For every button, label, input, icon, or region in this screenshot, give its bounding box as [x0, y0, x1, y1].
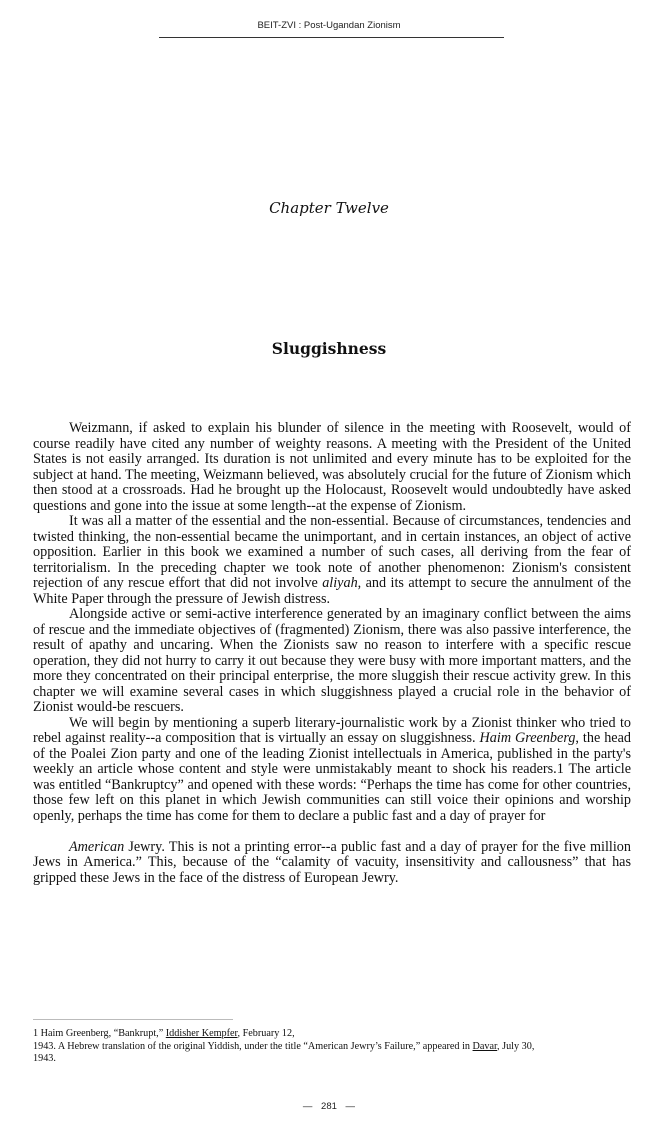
paragraph-2-text-b: , and its attempt to secure the annulment of the White Paper through the pressure of Jewish distress.	[33, 575, 631, 607]
chapter-body	[33, 421, 631, 886]
footnote-text: 1943. A Hebrew translation of the original Yiddish, under the title “American Jewry’s Failure,” appeared in	[33, 1040, 473, 1052]
paragraph-5	[33, 840, 631, 887]
paragraph-2-text-a: It was all a matter of the essential and the non-essential. Because of circumstances, tendencies and twisted thinking, the non-essential became the unimportant, and in certain instances, an object of active opposition. Earlier in this book we examined a number of such cases, all deriving from the fear of territorialism. In the preceding chapter we took note of another phenomenon: Zionism's consistent rejection of any rescue effort that did not involve	[33, 513, 631, 591]
italic-name-haim-greenberg: Haim Greenberg	[479, 730, 576, 746]
italic-word-american: American	[69, 838, 125, 855]
paragraph-4	[33, 716, 631, 825]
paragraph-4-text-a: We will begin by mentioning a superb literary-journalistic work by a Zionist thinker who tried to rebel against reality--a composition that is virtually an essay on sluggishness.	[33, 714, 631, 746]
page-number: — 281 —	[302, 1101, 356, 1112]
footnote-line-3: 1943.	[33, 1053, 56, 1064]
italic-term-aliyah: aliyah	[322, 575, 358, 591]
chapter-label: Chapter Twelve	[269, 199, 389, 217]
paragraph-2	[33, 514, 631, 607]
paragraph-5-text: Jewry. This is not a printing error--a public fast and a day of prayer for the five million Jews in America.” This, because of the “calamity of vacuity, insensitivity and callousness” that has gripped these Jews in the face of the distress of European Jewry.	[33, 838, 631, 886]
footnote-source-iddisher-kempfer: Iddisher Kempfer	[165, 1028, 238, 1039]
footnote-source-davar: Davar	[472, 1040, 498, 1052]
paragraph-1: Weizmann, if asked to explain his blunder of silence in the meeting with Roosevelt, would of course readily have cited any number of weighty reasons. A meeting with the President of the United States is not easily arranged. Its duration is not unlimited and every minute has to be exploited for the subject at hand. The meeting, Weizmann believed, was absolutely crucial for the future of Zionism which then stood at a crossroads. Had he brought up the Holocaust, Roosevelt would undoubtedly have asked questions and gone into the issue at some length--at the expense of Zionism.	[33, 420, 631, 514]
footnote-text: , July 30,	[497, 1040, 535, 1052]
footnote-number: 1	[33, 1028, 39, 1039]
chapter-title: Sluggishness	[271, 339, 387, 358]
footnote-text: Haim Greenberg, “Bankrupt,”	[38, 1028, 166, 1039]
footnote-separator	[33, 1019, 233, 1020]
paragraph-4-text-b: , the head of the Poalei Zion party and one of the leading Zionist intellectuals in America, published in the party's weekly an article whose content and style were unmistakably meant to shock his readers.1 The article was entitled “Bankruptcy” and opened with these words: “Perhaps the time has come for other countries, those few left on this planet in which Jewish communities can still voice their opinions and worship openly, perhaps the time has come for them to declare a public fast and a day of prayer for	[33, 730, 631, 824]
footnote-line-2	[33, 1041, 633, 1054]
running-header: BEIT-ZVI : Post-Ugandan Zionism	[257, 20, 401, 31]
footnote-line-1	[33, 1028, 633, 1041]
paragraph-3: Alongside active or semi-active interference generated by an imaginary conflict between the aims of rescue and the immediate objectives of (fragmented) Zionism, there was also passive interference, the result of apathy and uncaring. When the Zionists saw no reason to interfere with a specific rescue operation, they did not hurry to carry it out because they were busy with more important matters, and the more they concentrated on their principal enterprise, the more sluggish their rescue activity grew. In this chapter we will examine several cases in which sluggishness played a crucial role in the behavior of Zionist would-be rescuers.	[33, 606, 631, 715]
footnote-text: , February 12,	[237, 1028, 295, 1039]
header-rule	[159, 37, 504, 38]
footnote-1	[33, 1028, 633, 1066]
